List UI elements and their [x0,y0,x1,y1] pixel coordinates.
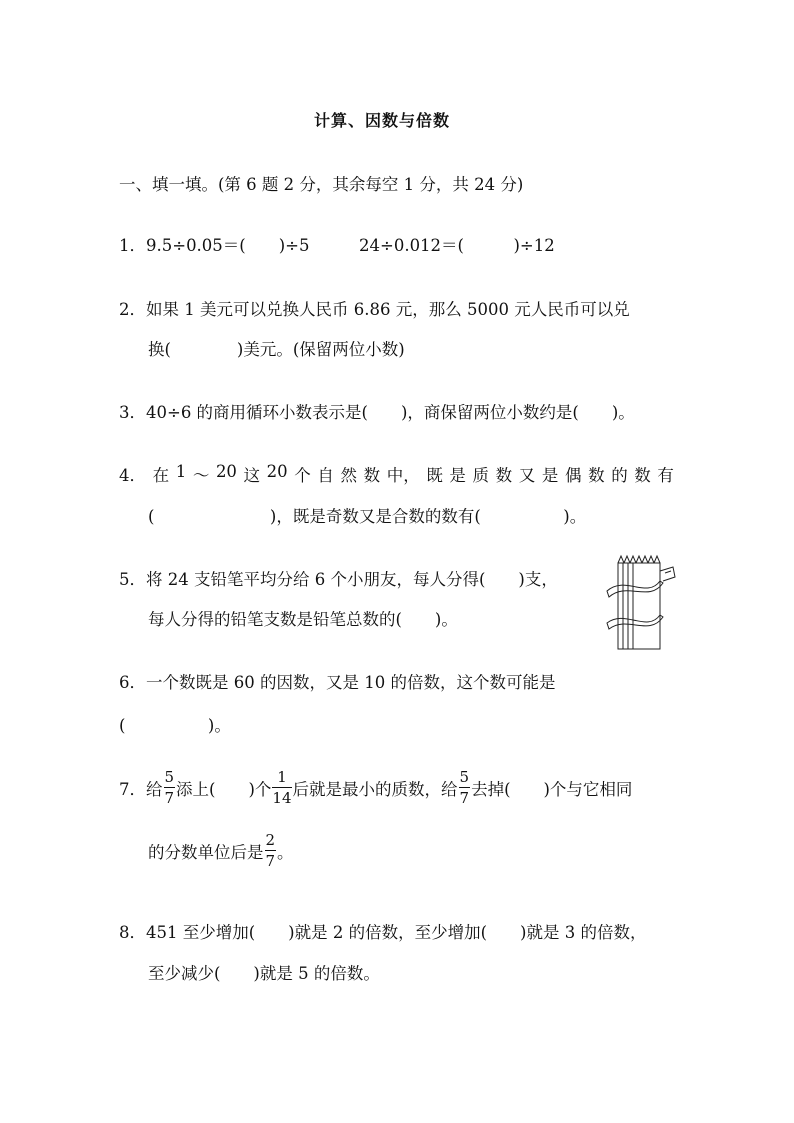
q7-text: 去掉( )个与它相同 [471,780,633,799]
question-6-line-1: 6．一个数既是 60 的因数，又是 10 的倍数，这个数可能是 [119,673,556,692]
q7-text: 7．给 [119,780,163,799]
fraction-numerator: 1 [272,770,291,788]
q4-word: 1 [175,462,187,481]
fraction-numerator: 5 [164,768,175,786]
q4-word: 既 [426,466,443,485]
page-title: 计算、因数与倍数 [314,111,451,130]
q4-word: 20 [215,462,237,481]
question-8-line-1: 8．451 至少增加( )就是 2 的倍数，至少增加( )就是 3 的倍数， [119,923,647,942]
question-4-line-1 [119,462,674,486]
fraction [265,833,277,869]
q4-word: 20 [266,462,288,481]
fraction [459,770,471,806]
q4-word: 的 [611,466,628,485]
q4-word: 这 [243,466,261,485]
question-2-line-1: 2．如果 1 美元可以兑换人民币 6.86 元，那么 5000 元人民币可以兑 [119,300,630,319]
q4-word: 4． [119,466,146,485]
fraction-numerator: 5 [459,768,470,786]
question-2-line-2: 换( )美元。(保留两位小数) [148,340,405,359]
q4-word: 数 [495,466,513,485]
q4-word: 是 [541,466,559,485]
question-6-line-2: ( )。 [119,716,231,735]
section-heading: 一、填一填。(第 6 题 2 分，其余每空 1 分，共 24 分) [119,175,524,194]
q4-word: 在 [152,466,170,485]
q4-word: 偶 [564,466,582,485]
q4-word: 个 [294,466,311,485]
question-7-line-1 [119,770,646,806]
fraction-denominator: 7 [164,789,175,807]
q4-word: 是 [449,466,466,485]
q7-text: 后就是最小的质数，给 [292,780,458,799]
q4-word: 然 [340,466,357,485]
fraction-denominator: 14 [272,789,292,807]
question-8-line-2: 至少减少( )就是 5 的倍数。 [148,964,380,983]
q4-word: 数 [634,466,651,485]
fraction [164,770,176,806]
q4-word: 有 [657,466,674,485]
question-7-line-2 [148,833,294,869]
q4-word: 自 [317,466,334,485]
q4-word: 又 [518,466,536,485]
question-5-line-1: 5．将 24 支铅笔平均分给 6 个小朋友，每人分得( )支， [119,570,558,589]
fraction-denominator: 7 [265,852,276,870]
question-1: 1．9.5÷0.05＝( )÷5 24÷0.012＝( )÷12 [119,236,555,255]
question-3: 3．40÷6 的商用循环小数表示是( )，商保留两位小数约是( )。 [119,403,635,422]
q4-word: 数 [588,466,605,485]
q7-text: 。 [277,843,294,862]
q4-word: 数 [363,466,381,485]
fraction [272,770,291,806]
q4-word: ～ [192,466,210,485]
question-4-line-2: ( )，既是奇数又是合数的数有( )。 [148,507,587,526]
q7-text: 的分数单位后是 [148,843,264,862]
fraction-denominator: 7 [459,789,470,807]
q4-word: 质 [472,466,490,485]
q7-text: 添上( )个 [176,780,272,799]
q4-word: 中， [386,466,420,485]
question-5-line-2: 每人分得的铅笔支数是铅笔总数的( )。 [148,610,458,629]
fraction-numerator: 2 [265,831,276,849]
pencil-bundle-illustration [605,553,680,653]
